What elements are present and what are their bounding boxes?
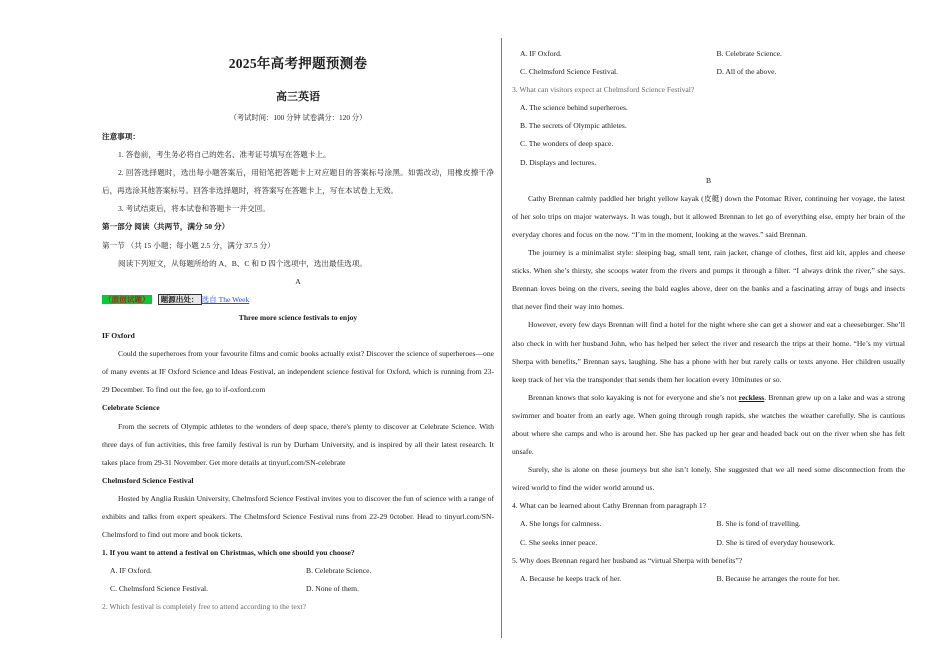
- q2-option-c[interactable]: C. Chelmsford Science Festival.: [520, 67, 619, 77]
- q2-option-b[interactable]: B. Celebrate Science.: [716, 49, 782, 58]
- q4-option-a[interactable]: A. She longs for calmness.: [520, 519, 602, 529]
- original-tag: （原创试题）: [104, 294, 150, 304]
- note-item-2: 2. 回答选择题时，选出每小题答案后，用铅笔把答题卡上对应题目的答案标号涂黑。如需改动，用橡皮擦干净后，再选涂其他答案标号。回答非选择题时，将答案写在答题卡上，写在本试卷上无效。: [102, 168, 494, 196]
- q3-option-a[interactable]: A. The science behind superheroes.: [520, 103, 628, 113]
- passage-b-paragraph-4: Brennan knows that solo kayaking is not for everyone and she’s not reckless. Brennan grew up on a lake and was a strong swimmer and boater from an early age. When going through rough rapids, she watches the weather carefully. She is cautious about where she camps and who is around her. She has packed up her gear and headed back out on the river when she has felt unsafe.: [512, 392, 906, 457]
- q2-option-a[interactable]: A. IF Oxford.: [520, 49, 562, 58]
- q4-option-b[interactable]: B. She is fond of travelling.: [716, 519, 801, 529]
- question-1-options-row2: [102, 580, 494, 598]
- notes-heading: 注意事项：: [102, 132, 140, 141]
- exam-title: 2025年高考押题预测卷: [228, 56, 368, 71]
- q3-option-d[interactable]: D. Displays and lectures.: [520, 157, 597, 167]
- q1-option-a[interactable]: A. IF Oxford.: [110, 566, 152, 576]
- note-item-3: 3. 考试结束后，将本试卷和答题卡一并交回。: [118, 204, 270, 214]
- festival-name-1: IF Oxford: [102, 331, 135, 341]
- question-4-options-row2: [512, 534, 905, 552]
- source-link[interactable]: 选自 The Week: [201, 294, 250, 304]
- q4-option-c[interactable]: C. She seeks inner peace.: [520, 537, 598, 547]
- exam-info: （考试时间：100 分钟 试卷满分：120 分）: [229, 113, 367, 122]
- left-column: [102, 128, 494, 617]
- note-item-1: 1. 答卷前，考生务必将自己的姓名、准考证号填写在答题卡上。: [118, 150, 331, 160]
- q2-option-d[interactable]: D. All of the above.: [716, 67, 777, 77]
- section-info: 第一节 （共 15 小题；每小题 2.5 分，满分 37.5 分）: [102, 240, 275, 250]
- q1-option-d[interactable]: D. None of them.: [306, 584, 359, 594]
- part1-heading: 第一部分 阅读（共两节，满分 50 分）: [102, 222, 230, 232]
- question-5-options-row1: [512, 570, 905, 588]
- passage-b-paragraph-3: However, every few days Brennan will find a hotel for the night where she can get a shower and eat a cheeseburger. She’ll also check in with her husband John, who has helped her select the river and research the trips at their home. “He’s my virtual Sherpa with benefits,” Brennan says, laughing. She has a phone with her but rarely calls or texts anyone. Her children usually keep track of her via the transponder that sends them her location every 10minutes or so.: [512, 320, 905, 384]
- question-5-stem: 5. Why does Brennan regard her husband as “virtual Sherpa with benefits”?: [512, 555, 743, 565]
- question-3-stem: 3. What can visitors expect at Chelmsford Science Festival?: [512, 85, 695, 95]
- festival-name-3: Chelmsford Science Festival: [102, 475, 194, 485]
- question-4-stem: 4. What can be learned about Cathy Brennan from paragraph 1?: [512, 501, 707, 511]
- question-1-options-row1: [102, 562, 494, 580]
- source-label: 题源出处：: [158, 294, 202, 305]
- instruction: 阅读下列短文，从每题所给的 A、B、C 和 D 四个选项中，选出最佳选项。: [118, 258, 367, 268]
- festival-text-3: Hosted by Anglia Ruskin University, Chelmsford Science Festival invites you to discover the fun of science with a range of exhibits and talks from expert speakers. The Chelmsford Science Festival runs from 22-29 0ctober. Head to tinyurl.com/SN-Chelmsford to find out more and book tickets.: [102, 493, 494, 540]
- q3-option-b[interactable]: B. The secrets of Olympic athletes.: [520, 121, 627, 131]
- festival-name-2: Celebrate Science: [102, 403, 160, 413]
- passage-b-paragraph-2: The journey is a minimalist style: sleeping bag, small tent, rain jacket, change of clothes, first aid kit, apples and cheese sticks. When she’s thirsty, she scoops water from the rivers and pumps it through a filter. “I always drink the river,” she says. Brennan loves being on the rivers, seeing the bald eagles above, deer on the banks and a fascinating array of bugs and insects that never find their way into homes.: [512, 248, 905, 312]
- q4-option-d[interactable]: D. She is tired of everyday housework.: [716, 537, 836, 547]
- column-divider: [501, 38, 502, 638]
- passage-a-letter: A: [295, 276, 301, 286]
- question-2-options-row2: [512, 63, 905, 81]
- q1-option-b[interactable]: B. Celebrate Science.: [306, 566, 372, 576]
- q1-option-c[interactable]: C. Chelmsford Science Festival.: [110, 584, 209, 594]
- passage-a-title: Three more science festivals to enjoy: [238, 312, 358, 322]
- passage-b-letter: B: [705, 175, 712, 185]
- passage-b-paragraph-1: Cathy Brennan calmly paddled her bright yellow kayak (皮艇) down the Potomac River, continuing her voyage, the latest of her solo trips on major waterways. It was tough, but it allowed Brennan to let go of everything else, empty her brain of the everyday chores and focus on the now. “I’m in the moment, looking at the waves.” said Brennan.: [512, 193, 905, 239]
- underlined-word: reckless: [738, 392, 765, 402]
- passage-b-paragraph-5: Surely, she is alone on these journeys but she isn’t lonely. She suggested that we all need some disconnection from the wired world to find the wider world around us.: [512, 465, 905, 493]
- question-1-stem: 1. If you want to attend a festival on Christmas, which one should you choose?: [102, 548, 355, 558]
- q5-option-b[interactable]: B. Because he arranges the route for her.: [716, 573, 840, 583]
- q3-option-c[interactable]: C. The wonders of deep space.: [520, 139, 614, 149]
- festival-text-2: From the secrets of Olympic athletes to the wonders of deep space, there's plenty to discover at Celebrate Science. With three days of fun activities, this free family festival is run by Durham University, and is inspired by all their latest research. It takes place from 29-31 November. Get more details at tinyurl.com/SN-celebrate: [102, 421, 494, 467]
- question-2-stem: 2. Which festival is completely free to attend according to the text?: [102, 602, 306, 612]
- right-column: [512, 45, 905, 588]
- exam-subtitle: 高三英语: [276, 91, 320, 103]
- festival-text-1: Could the superheroes from your favourite films and comic books actually exist? Discover the science of superheroes—one of many events at IF Oxford Science and Ideas Festival, an independent science festival for Oxford, which is running from 23-29 December. To find out the fee, go to if-oxford.com: [102, 349, 494, 395]
- question-4-options-row1: [512, 515, 905, 533]
- question-2-options-row1: [512, 45, 905, 63]
- q5-option-a[interactable]: A. Because he keeps track of her.: [520, 573, 622, 583]
